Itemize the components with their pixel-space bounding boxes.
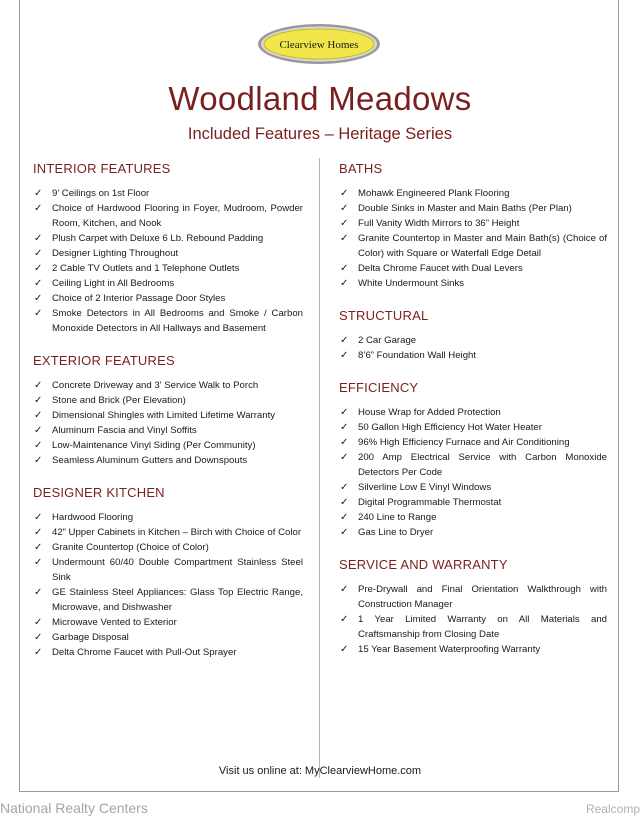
checkmark-icon: ✓: [340, 422, 349, 433]
checkmark-icon: ✓: [340, 263, 349, 274]
list-item-text: Microwave Vented to Exterior: [52, 617, 177, 628]
list-item-text: Plush Carpet with Deluxe 6 Lb. Rebound Padding: [52, 233, 264, 244]
left-column: [33, 160, 303, 676]
checkmark-icon: ✓: [340, 584, 349, 595]
list-item-text: Full Vanity Width Mirrors to 36” Height: [358, 218, 520, 229]
checkmark-icon: ✓: [34, 395, 43, 406]
list-item: [339, 216, 607, 231]
list-item-text: Seamless Aluminum Gutters and Downspouts: [52, 455, 248, 466]
list-item-text: Mohawk Engineered Plank Flooring: [358, 188, 510, 199]
feature-list: [33, 378, 303, 468]
list-item: [33, 645, 303, 660]
section-heading: EFFICIENCY: [339, 380, 419, 395]
list-item: [33, 201, 303, 231]
feature-list: [339, 582, 607, 657]
list-item-text: Double Sinks in Master and Main Baths (Per Plan): [358, 203, 572, 214]
list-item: [339, 495, 607, 510]
footer-website: Visit us online at: MyClearviewHome.com: [218, 765, 422, 777]
list-item: [33, 408, 303, 423]
list-item: [339, 450, 607, 480]
feature-list: [339, 333, 607, 363]
section-heading: INTERIOR FEATURES: [33, 161, 171, 176]
clearview-homes-logo: [256, 22, 382, 66]
checkmark-icon: ✓: [34, 293, 43, 304]
list-item: [33, 291, 303, 306]
list-item: [33, 306, 303, 336]
checkmark-icon: ✓: [340, 188, 349, 199]
list-item-text: Choice of 2 Interior Passage Door Styles: [52, 293, 226, 304]
list-item-text: Gas Line to Dryer: [358, 527, 434, 538]
list-item-text: Aluminum Fascia and Vinyl Soffits: [52, 425, 197, 436]
checkmark-icon: ✓: [34, 542, 43, 553]
checkmark-icon: ✓: [34, 380, 43, 391]
checkmark-icon: ✓: [34, 512, 43, 523]
list-item-text: Delta Chrome Faucet with Pull-Out Sprayer: [52, 647, 237, 658]
checkmark-icon: ✓: [34, 647, 43, 658]
list-item: [339, 261, 607, 276]
feature-list: [339, 405, 607, 540]
checkmark-icon: ✓: [34, 440, 43, 451]
list-item: [339, 510, 607, 525]
checkmark-icon: ✓: [340, 497, 349, 508]
section-heading: DESIGNER KITCHEN: [33, 485, 165, 500]
checkmark-icon: ✓: [340, 407, 349, 418]
list-item-text: Choice of Hardwood Flooring in Foyer, Mudroom, Powder Room, Kitchen, and Nook: [52, 203, 303, 229]
list-item-text: Dimensional Shingles with Limited Lifetime Warranty: [52, 410, 276, 421]
list-item-text: 240 Line to Range: [358, 512, 437, 523]
checkmark-icon: ✓: [340, 203, 349, 214]
checkmark-icon: ✓: [340, 482, 349, 493]
list-item-text: Delta Chrome Faucet with Dual Levers: [358, 263, 523, 274]
list-item: [339, 642, 607, 657]
list-item-text: Concrete Driveway and 3' Service Walk to Porch: [52, 380, 259, 391]
checkmark-icon: ✓: [34, 233, 43, 244]
list-item: [33, 438, 303, 453]
list-item-text: Garbage Disposal: [52, 632, 129, 643]
checkmark-icon: ✓: [340, 335, 349, 346]
right-column: [339, 160, 607, 673]
list-item: [33, 555, 303, 585]
list-item-text: Designer Lighting Throughout: [52, 248, 179, 259]
list-item-text: Hardwood Flooring: [52, 512, 134, 523]
list-item: [33, 585, 303, 615]
feature-list: [339, 186, 607, 291]
checkmark-icon: ✓: [340, 437, 349, 448]
list-item: [339, 231, 607, 261]
list-item: [33, 378, 303, 393]
checkmark-icon: ✓: [34, 632, 43, 643]
logo-text: Clearview Homes: [279, 39, 359, 51]
checkmark-icon: ✓: [34, 587, 43, 598]
list-item: [339, 582, 607, 612]
list-item: [33, 615, 303, 630]
list-item: [33, 276, 303, 291]
checkmark-icon: ✓: [340, 614, 349, 625]
list-item-text: Smoke Detectors in All Bedrooms and Smoke / Carbon Monoxide Detectors in All Hallways and Basement: [52, 308, 303, 334]
list-item-text: 2 Car Garage: [358, 335, 417, 346]
checkmark-icon: ✓: [34, 527, 43, 538]
list-item: [33, 453, 303, 468]
section-heading: BATHS: [339, 161, 383, 176]
list-item: [33, 393, 303, 408]
list-item: [339, 612, 607, 642]
checkmark-icon: ✓: [34, 248, 43, 259]
list-item-text: GE Stainless Steel Appliances: Glass Top Electric Range, Microwave, and Dishwasher: [52, 587, 303, 613]
checkmark-icon: ✓: [34, 617, 43, 628]
list-item-text: Digital Programmable Thermostat: [358, 497, 502, 508]
list-item: [33, 525, 303, 540]
list-item-text: 2 Cable TV Outlets and 1 Telephone Outlets: [52, 263, 240, 274]
checkmark-icon: ✓: [340, 233, 349, 244]
list-item: [33, 423, 303, 438]
list-item: [339, 525, 607, 540]
checkmark-icon: ✓: [340, 218, 349, 229]
checkmark-icon: ✓: [34, 410, 43, 421]
checkmark-icon: ✓: [34, 278, 43, 289]
list-item: [33, 231, 303, 246]
list-item-text: Granite Countertop (Choice of Color): [52, 542, 209, 553]
list-item-text: 9’ Ceilings on 1st Floor: [52, 188, 150, 199]
section-heading: STRUCTURAL: [339, 308, 429, 323]
list-item: [339, 186, 607, 201]
list-item: [339, 420, 607, 435]
list-item-text: Low-Maintenance Vinyl Siding (Per Community): [52, 440, 256, 451]
page-subtitle: Included Features – Heritage Series: [187, 125, 453, 143]
checkmark-icon: ✓: [34, 455, 43, 466]
list-item-text: 200 Amp Electrical Service with Carbon Monoxide Detectors Per Code: [358, 452, 607, 478]
list-item: [33, 510, 303, 525]
list-item-text: Ceiling Light in All Bedrooms: [52, 278, 175, 289]
checkmark-icon: ✓: [340, 278, 349, 289]
page-title: Woodland Meadows: [168, 80, 472, 117]
list-item: [33, 540, 303, 555]
list-item-text: House Wrap for Added Protection: [358, 407, 501, 418]
list-item-text: 15 Year Basement Waterproofing Warranty: [358, 644, 541, 655]
checkmark-icon: ✓: [340, 644, 349, 655]
list-item-text: 42” Upper Cabinets in Kitchen – Birch with Choice of Color: [52, 527, 302, 538]
list-item-text: 1 Year Limited Warranty on All Materials and Craftsmanship from Closing Date: [358, 614, 607, 640]
list-item: [33, 186, 303, 201]
watermark-left: National Realty Centers: [0, 800, 148, 816]
checkmark-icon: ✓: [34, 308, 43, 319]
checkmark-icon: ✓: [340, 527, 349, 538]
list-item: [33, 246, 303, 261]
list-item-text: 8’6” Foundation Wall Height: [358, 350, 477, 361]
watermark-right: Realcomp: [585, 802, 640, 816]
checkmark-icon: ✓: [34, 425, 43, 436]
list-item: [339, 435, 607, 450]
checkmark-icon: ✓: [34, 557, 43, 568]
list-item: [339, 276, 607, 291]
feature-list: [33, 510, 303, 660]
section-heading: SERVICE AND WARRANTY: [339, 557, 508, 572]
list-item-text: Granite Countertop in Master and Main Bath(s) (Choice of Color) with Square or Waterfall Edge Detail: [358, 233, 607, 259]
list-item-text: Undermount 60/40 Double Compartment Stainless Steel Sink: [52, 557, 303, 583]
list-item: [33, 630, 303, 645]
list-item-text: White Undermount Sinks: [358, 278, 465, 289]
list-item: [339, 405, 607, 420]
checkmark-icon: ✓: [340, 512, 349, 523]
list-item-text: Stone and Brick (Per Elevation): [52, 395, 186, 406]
checkmark-icon: ✓: [340, 452, 349, 463]
column-divider: [319, 158, 320, 778]
checkmark-icon: ✓: [340, 350, 349, 361]
list-item-text: 50 Gallon High Efficiency Hot Water Heater: [358, 422, 542, 433]
checkmark-icon: ✓: [34, 263, 43, 274]
checkmark-icon: ✓: [34, 203, 43, 214]
list-item: [339, 348, 607, 363]
feature-list: [33, 186, 303, 336]
section-heading: EXTERIOR FEATURES: [33, 353, 175, 368]
checkmark-icon: ✓: [34, 188, 43, 199]
list-item: [339, 333, 607, 348]
list-item-text: 96% High Efficiency Furnace and Air Conditioning: [358, 437, 570, 448]
list-item-text: Pre-Drywall and Final Orientation Walkthrough with Construction Manager: [358, 584, 607, 610]
list-item: [339, 480, 607, 495]
list-item: [339, 201, 607, 216]
list-item: [33, 261, 303, 276]
list-item-text: Silverline Low E Vinyl Windows: [358, 482, 492, 493]
